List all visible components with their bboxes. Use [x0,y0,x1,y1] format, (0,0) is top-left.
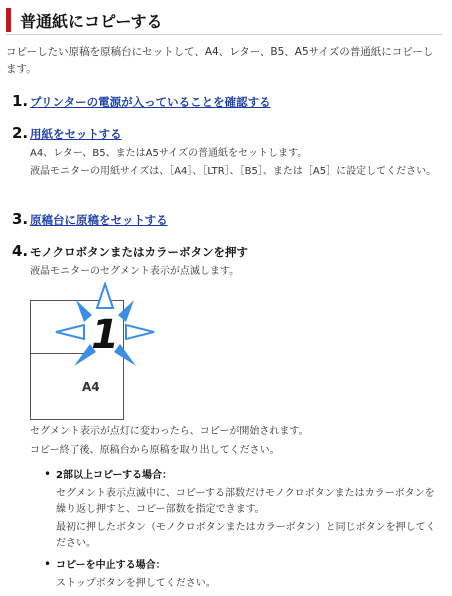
blinking-segment-icon [50,282,160,382]
step-4-text-2: セグメント表示が点灯に変わったら、コピーが開始されます。 [30,426,309,437]
page-title-bar [6,6,442,35]
step-number: 1. [12,92,29,110]
bullet-title: コピーを中止する場合： [56,560,166,571]
bullet-icon: • [44,467,52,481]
step-3-link[interactable]: 原稿台に原稿をセットする [30,213,168,227]
bullet-icon: • [44,557,52,571]
bullet-cancel-copy [44,556,166,571]
step-4-heading: モノクロボタンまたはカラーボタンを押す [30,245,249,259]
step-3 [12,210,168,228]
title-accent-bar [6,8,11,32]
step-2-text-2: 液晶モニターの用紙サイズは、［A4］、［LTR］、［B5］、または［A5］に設定してください。 [30,166,437,177]
step-1-link[interactable]: プリンターの電源が入っていることを確認する [30,95,271,109]
step-2-link[interactable]: 用紙をセットする [30,127,122,141]
intro-text: コピーしたい原稿を原稿台にセットして、A4、レター、B5、A5サイズの普通紙にコピーします。 [6,46,434,75]
bullet-title: 2部以上コピーする場合： [56,470,173,481]
step-4 [12,242,248,260]
step-4-text-3: コピー終了後、原稿台から原稿を取り出してください。 [30,445,280,456]
bullet-1-text-2: 最初に押したボタン（モノクロボタンまたはカラーボタン）と同じボタンを押してください。 [56,522,436,549]
segment-digit: 1 [91,312,119,358]
bullet-2-text-1: ストップボタンを押してください。 [56,578,216,589]
bullet-multiple-copies [44,466,172,481]
step-number: 4. [12,242,29,260]
bullet-1-text-1: セグメント表示点滅中に、コピーする部数だけモノクロボタンまたはカラーボタンを繰り返し押すと、コピー部数を指定できます。 [56,488,435,515]
step-2-text-1: A4、レター、B5、またはA5サイズの普通紙をセットします。 [30,148,308,159]
step-1 [12,92,271,110]
step-number: 2. [12,124,29,142]
step-number: 3. [12,210,29,228]
step-4-text-1: 液晶モニターのセグメント表示が点滅します。 [30,266,240,277]
page-title: 普通紙にコピーする [20,12,163,31]
step-2 [12,124,122,142]
paper-size-label: A4 [82,380,100,394]
